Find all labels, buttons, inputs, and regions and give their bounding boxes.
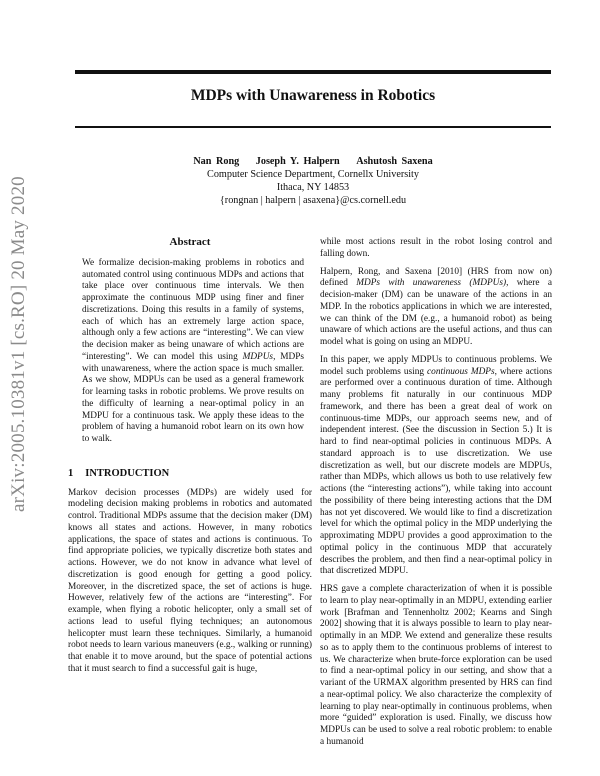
author-name: Ashutosh Saxena <box>356 156 433 167</box>
paragraph-continued: while most actions result in the robot losing control and falling down. <box>320 237 552 259</box>
title-rule-bottom <box>75 126 551 128</box>
section-number: 1 <box>68 467 74 479</box>
emails: {rongnan | halpern | asaxena}@cs.cornell.edu <box>219 195 407 206</box>
right-column <box>320 237 552 755</box>
paragraph-this-paper: In this paper, we apply MDPUs to continuous problems. We model such problems using continuous MDPs, where actions are performed over a continuous duration of time. Although many problems fit naturally in our continuous MDP framework, and there has been a great deal of work on continuous-time MDPs, our approach seems new, and of independent interest. (See the discussion in Section 5.) It is hard to find near-optimal policies in continuous MDPs. A standard approach is to use discretization. We use discretization as well, but our discrete models are MDPUs, rather than MDPs, which allows us both to use relatively few actions (the “interesting actions”), while taking into account the possibility of there being interesting actions that the DM has not yet discovered. We would like to find a discretization level for which the optimal policy in the MDP underlying the approximating MDPU provides a good approximation to the optimal policy in the continuous MDP that accurately describes the problem, and then find a near-optimal policy in that discretized MDPU. <box>320 354 552 577</box>
paragraph-hrs-results: HRS gave a complete characterization of when it is possible to learn to play near-optimally in an MDPU, extending earlier work [Brafman and Tennenholtz 2002; Kearns and Singh 2002] showing that it is always possible to learn to play near-optimally in an MDP. We extend and generalize these results so as to apply them to the continuous problems of interest to us. We characterize when brute-force exploration can be used to find a near-optimal policy in our setting, and show that a variant of the URMAX algorithm presented by HRS can find a near-optimal policy. We also characterize the complexity of learning to play near-optimally in continuous problems, when more “guided” exploration is used. Finally, we discuss how MDPUs can be used to solve a real robotic problem: to enable a humanoid <box>320 584 552 747</box>
arxiv-stamp: arXiv:2005.10381v1 [cs.RO] 20 May 2020 <box>8 176 29 512</box>
author-names <box>75 155 551 168</box>
abstract-heading: Abstract <box>169 236 211 248</box>
title-rule-top <box>75 70 551 74</box>
location: Ithaca, NY 14853 <box>276 182 350 193</box>
abstract-text: We formalize decision-making problems in robotics and automated control using continuous MDPs and actions that take place over continuous time intervals. We then approximate the continuous MDP using finer and finer discretizations. Doing this results in a family of systems, each of which has an extremely large action space, although only a few actions are “interesting”. We can view the decision maker as being unaware of which actions are “interesting”. We can model this using MDPUs, MDPs with unawareness, where the action space is much smaller. As we show, MDPUs can be used as a general framework for learning tasks in robotic problems. We prove results on the difficulty of learning a near-optimal policy in an MDPU for a continuous task. We apply these ideas to the problem of having a humanoid robot learn on its own how to walk. <box>82 257 304 444</box>
affiliation: Computer Science Department, Cornellx University <box>207 169 419 180</box>
author-name: Joseph Y. Halpern <box>255 156 340 167</box>
left-column <box>68 237 312 682</box>
paragraph-hrs: Halpern, Rong, and Saxena [2010] (HRS from now on) defined MDPs with unawareness (MDPUs), where a decision-maker (DM) can be unaware of the actions in an MDP. In the robotics applications in which we are interested, we can think of the DM (e.g., a humanoid robot) as being unaware of which actions are the useful actions, and thus can model what is going on using an MDPU. <box>320 266 552 347</box>
author-name: Nan Rong <box>193 156 240 167</box>
section-heading <box>68 468 312 480</box>
author-block <box>75 155 551 207</box>
section-title: INTRODUCTION <box>85 467 170 479</box>
intro-paragraph: Markov decision processes (MDPs) are widely used for modeling decision making problems in robotics and automated control. Traditional MDPs assume that the decision maker (DM) knows all states and actions. However, in many robotics applications, the space of states and actions is continuous. To find appropriate policies, we typically discretize both states and actions. However, we do not know in advance what level of discretization is good enough for getting a good policy. Moreover, in the discretized space, the set of actions is huge. However, relatively few of the actions are “interesting”. For example, when flying a robotic helicopter, only a small set of actions lead to useful flying techniques; an autonomous helicopter must learn these techniques. Similarly, a humanoid robot needs to learn various maneuvers (e.g., walking or running) that enable it to move around, but the space of potential actions that it must search to find a successful gait is huge, <box>68 487 312 674</box>
paper-title: MDPs with Unawareness in Robotics <box>190 87 436 104</box>
